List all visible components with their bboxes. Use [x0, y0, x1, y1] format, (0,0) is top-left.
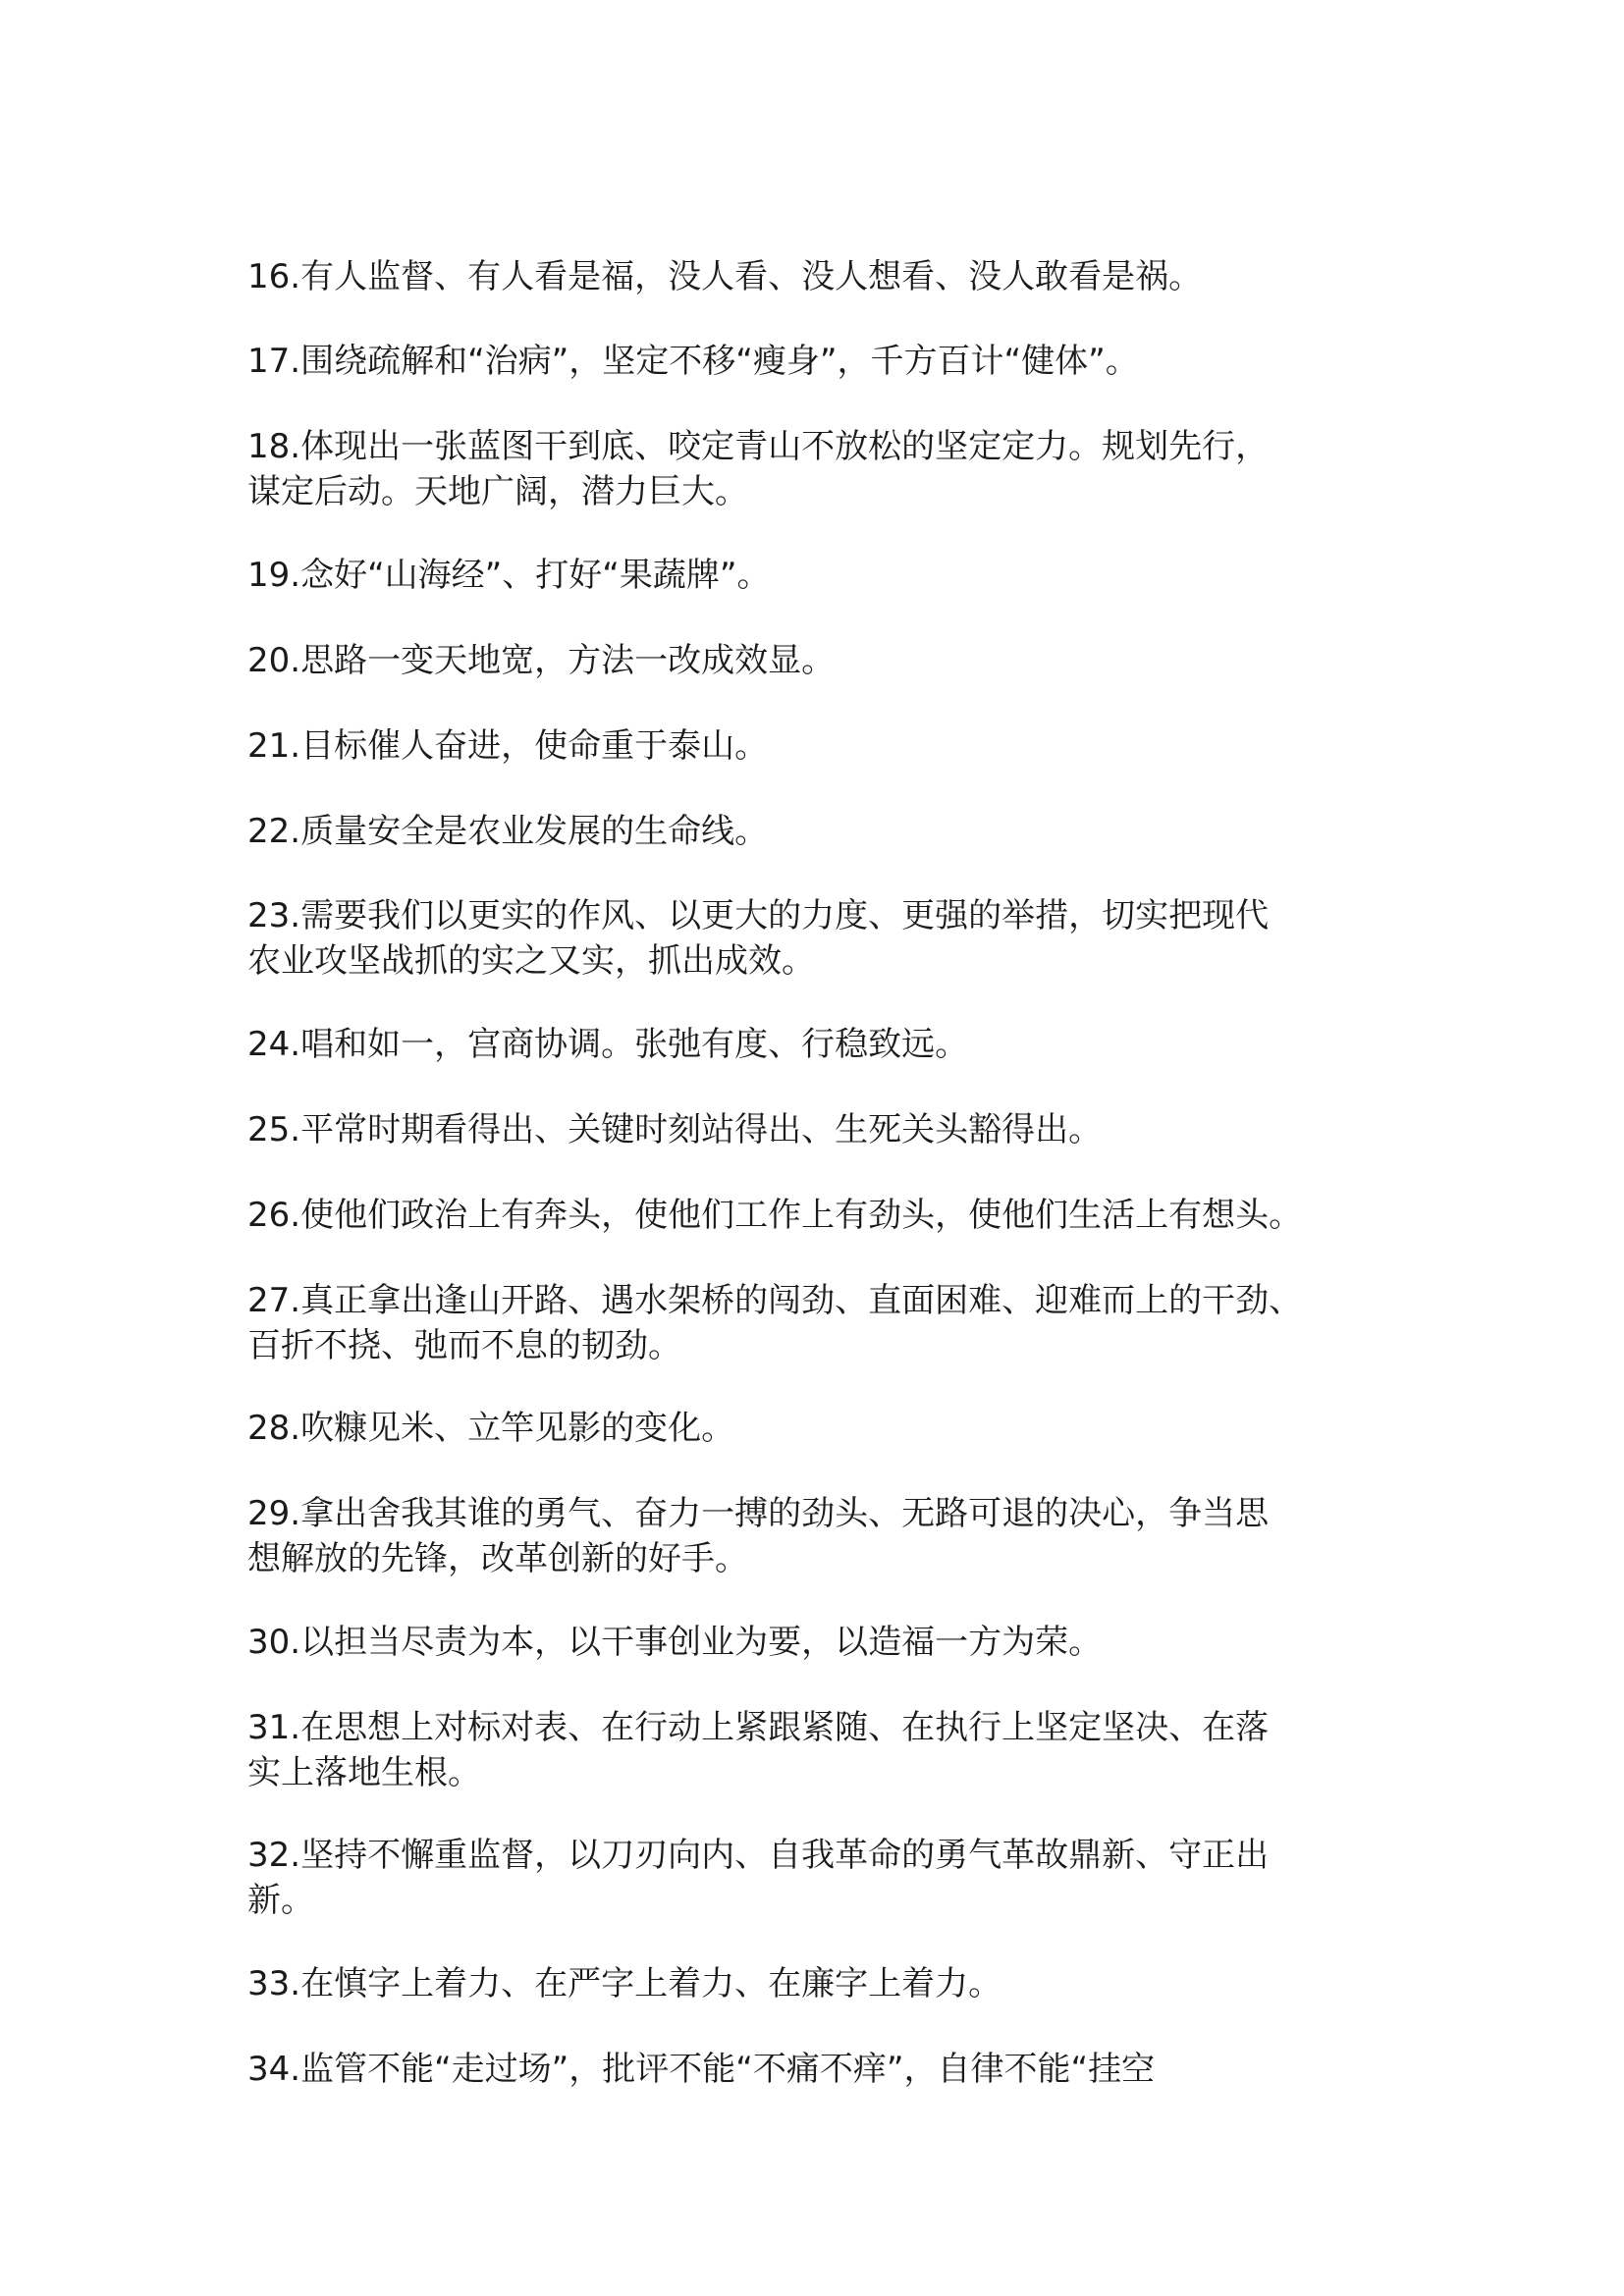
item-line: 26.使他们政治上有奔头，使他们工作上有劲头，使他们生活上有想头。 — [247, 1196, 1303, 1235]
item-line: 27.真正拿出逢山开路、遇水架桥的闯劲、直面困难、迎难而上的干劲、 — [247, 1281, 1303, 1320]
item-line: 实上落地生根。 — [247, 1753, 481, 1792]
list-item — [247, 638, 1406, 683]
item-line: 21.目标催人奋进，使命重于泰山。 — [247, 726, 769, 766]
list-item — [247, 1620, 1406, 1665]
item-line: 30.以担当尽责为本，以干事创业为要，以造福一方为荣。 — [247, 1623, 1103, 1662]
list-item — [247, 1193, 1406, 1238]
item-line: 17.围绕疏解和“治病”，坚定不移“瘦身”，千方百计“健体”。 — [247, 342, 1139, 381]
item-line: 农业攻坚战抓的实之又实，抓出成效。 — [247, 941, 815, 981]
item-line: 19.念好“山海经”、打好“果蔬牌”。 — [247, 556, 771, 595]
list-item — [247, 424, 1406, 514]
list-item — [247, 553, 1406, 598]
item-line: 34.监管不能“走过场”，批评不能“不痛不痒”，自律不能“挂空 — [247, 2050, 1156, 2089]
list-item — [247, 254, 1406, 299]
item-line: 29.拿出舍我其谁的勇气、奋力一搏的劲头、无路可退的决心，争当思 — [247, 1494, 1270, 1533]
list-item — [247, 1107, 1406, 1152]
list-item — [247, 1833, 1406, 1923]
item-line: 32.坚持不懈重监督，以刀刃向内、自我革命的勇气革故鼎新、守正出 — [247, 1836, 1270, 1875]
list-item — [247, 1022, 1406, 1067]
item-line: 20.思路一变天地宽，方法一改成效显。 — [247, 641, 836, 680]
list-item — [247, 1961, 1406, 2006]
list-item — [247, 1705, 1406, 1795]
list-item — [247, 723, 1406, 769]
item-line: 新。 — [247, 1881, 314, 1920]
item-line: 百折不挠、弛而不息的韧劲。 — [247, 1326, 681, 1365]
item-line: 23.需要我们以更实的作风、以更大的力度、更强的举措，切实把现代 — [247, 896, 1270, 935]
item-line: 18.体现出一张蓝图干到底、咬定青山不放松的坚定定力。规划先行， — [247, 427, 1270, 466]
item-line: 31.在思想上对标对表、在行动上紧跟紧随、在执行上坚定坚决、在落 — [247, 1708, 1270, 1747]
list-item — [247, 1278, 1406, 1368]
item-line: 24.唱和如一，宫商协调。张弛有度、行稳致远。 — [247, 1025, 969, 1064]
item-line: 22.质量安全是农业发展的生命线。 — [247, 812, 769, 851]
list-item — [247, 339, 1406, 384]
item-line: 想解放的先锋，改革创新的好手。 — [247, 1539, 748, 1578]
list-item — [247, 1491, 1406, 1581]
item-line: 16.有人监督、有人看是福，没人看、没人想看、没人敢看是祸。 — [247, 257, 1203, 296]
item-line: 25.平常时期看得出、关键时刻站得出、生死关头豁得出。 — [247, 1110, 1103, 1149]
item-line: 33.在慎字上着力、在严字上着力、在廉字上着力。 — [247, 1964, 1002, 2003]
list-item — [247, 893, 1406, 984]
list-item — [247, 2047, 1406, 2092]
list-item — [247, 1406, 1406, 1451]
item-line: 28.吹糠见米、立竿见影的变化。 — [247, 1409, 735, 1448]
list-item — [247, 809, 1406, 854]
item-line: 谋定后动。天地广阔，潜力巨大。 — [247, 472, 748, 511]
